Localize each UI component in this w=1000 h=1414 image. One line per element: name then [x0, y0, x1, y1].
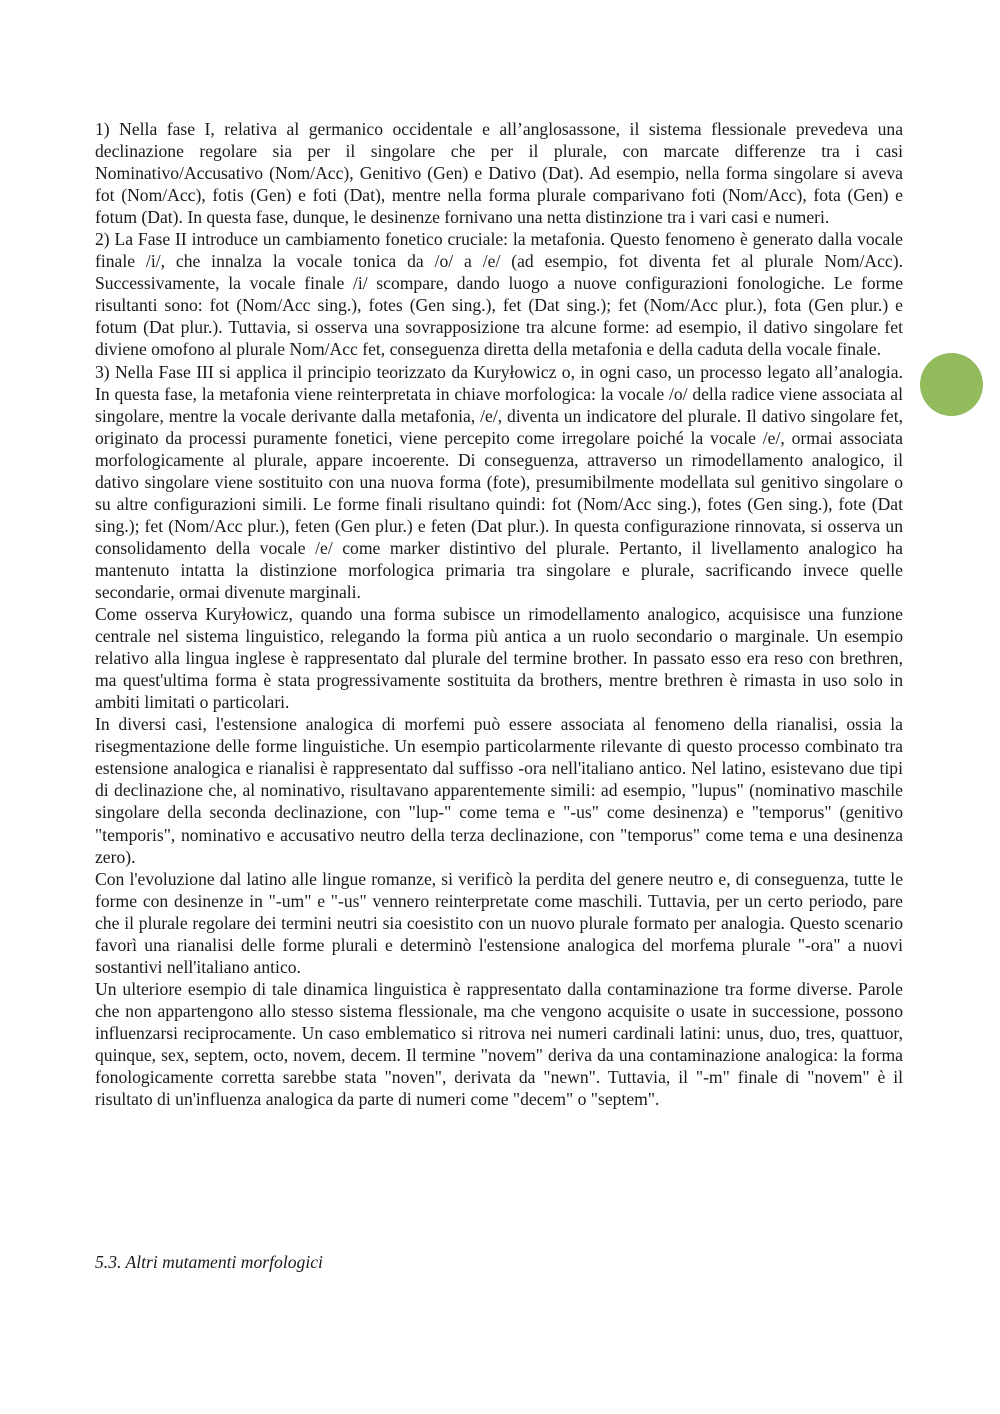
paragraph-evoluzione: Con l'evoluzione dal latino alle lingue romanze, si verificò la perdita del genere neutro e, di conseguenza, tutte le forme con desinenze in "-um" e "-us" vennero reinterpretate come maschili. Tuttavia, per un certo periodo, pare che il plurale regolare dei termini neutri sia coesistito con un nuovo plurale formato per analogia. Questo scenario favorì una rianalisi delle forme plurali e determinò l'estensione analogica del morfema plurale "-ora" a nuovi sostantivi nell'italiano antico.	[95, 868, 903, 977]
body-text	[95, 118, 903, 1110]
paragraph-rianalisi: In diversi casi, l'estensione analogica di morfemi può essere associata al fenomeno della rianalisi, ossia la risegmentazione delle forme linguistiche. Un esempio particolarmente rilevante di questo processo combinato tra estensione analogica e rianalisi è rappresentato dal suffisso -ora nell'italiano antico. Nel latino, esistevano due tipi di declinazione che, al nominativo, risultavano apparentemente simili: ad esempio, "lupus" (nominativo maschile singolare della seconda declinazione, con "lup-" come tema e "-us" come desinenza) e "temporus" (genitivo "temporis", nominativo e accusativo neutro della terza declinazione, con "temporus" come tema e una desinenza zero).	[95, 714, 903, 867]
side-tab-dot	[920, 353, 983, 416]
section-heading: 5.3. Altri mutamenti morfologici	[95, 1252, 323, 1272]
paragraph-contaminazione: Un ulteriore esempio di tale dinamica linguistica è rappresentato dalla contaminazione tra forme diverse. Parole che non appartengono allo stesso sistema flessionale, ma che vengono acquisite o usate in successione, possono influenzarsi reciprocamente. Un caso emblematico si ritrova nei numeri cardinali latini: unus, duo, tres, quattuor, quinque, sex, septem, octo, novem, decem. Il termine "novem" deriva da una contaminazione analogica: la forma fonologicamente corretta sarebbe stata "noven", derivata da "newn". Tuttavia, il "-m" finale di "novem" è il risultato di un'influenza analogica da parte di numeri come "decem" o "septem".	[95, 978, 903, 1110]
paragraph-phase-2: 2) La Fase II introduce un cambiamento fonetico cruciale: la metafonia. Questo fenomeno è generato dalla vocale finale /i/, che innalza la vocale tonica da /o/ a /e/ (ad esempio, fot diventa fet al plurale Nom/Acc). Successivamente, la vocale finale /i/ scompare, dando luogo a nuove configurazioni fonologiche. Le forme risultanti sono: fot (Nom/Acc sing.), fotes (Gen sing.), fet (Dat sing.); fet (Nom/Acc plur.), fota (Gen plur.) e fotum (Dat plur.). Tuttavia, si osserva una sovrapposizione tra alcune forme: ad esempio, il dativo singolare fet diviene omofono al plurale Nom/Acc fet, conseguenza diretta della metafonia e della caduta della vocale finale.	[95, 229, 903, 360]
paragraph-phase-1: 1) Nella fase I, relativa al germanico occidentale e all’anglosassone, il sistema flessionale prevedeva una declinazione regolare sia per il singolare che per il plurale, con marcate differenze tra i casi Nominativo/Accusativo (Nom/Acc), Genitivo (Gen) e Dativo (Dat). Ad esempio, nella forma singolare si aveva fot (Nom/Acc), fotis (Gen) e foti (Dat), mentre nella forma plurale comparivano foti (Nom/Acc), fota (Gen) e fotum (Dat). In questa fase, dunque, le desinenze fornivano una netta distinzione tra i vari casi e numeri.	[95, 119, 903, 228]
paragraph-kurylowicz: Come osserva Kuryłowicz, quando una forma subisce un rimodellamento analogico, acquisisce una funzione centrale nel sistema linguistico, relegando la forma più antica a un ruolo secondario o marginale. Un esempio relativo alla lingua inglese è rappresentato dal plurale del termine brother. In passato esso era reso con brethren, ma quest'ultima forma è stata progressivamente sostituita da brothers, mentre brethren è rimasta in uso solo in ambiti limitati o particolari.	[95, 604, 903, 713]
paragraph-phase-3: 3) Nella Fase III si applica il principio teorizzato da Kuryłowicz o, in ogni caso, un processo legato all’analogia. In questa fase, la metafonia viene reinterpretata in chiave morfologica: la vocale /o/ della radice viene associata al singolare, mentre la vocale derivante dalla metafonia, /e/, diventa un indicatore del plurale. Il dativo singolare fet, originato da processi puramente fonetici, viene percepito come irregolare poiché la vocale /e/, ormai associata morfologicamente al plurale, appare incoerente. Di conseguenza, attraverso un rimodellamento analogico, il dativo singolare viene sostituito con una nuova forma (fote), presumibilmente modellata sul genitivo singolare o su altre configurazioni simili. Le forme finali risultano quindi: fot (Nom/Acc sing.), fotes (Gen sing.), fote (Dat sing.); fet (Nom/Acc plur.), feten (Gen plur.) e feten (Dat plur.). In questa configurazione rinnovata, si osserva un consolidamento della vocale /e/ come marker distintivo del plurale. Pertanto, il livellamento analogico ha mantenuto intatta la distinzione morfologica primaria tra singolare e plurale, sacrificando invece quelle secondarie, ormai divenute marginali.	[95, 361, 903, 602]
